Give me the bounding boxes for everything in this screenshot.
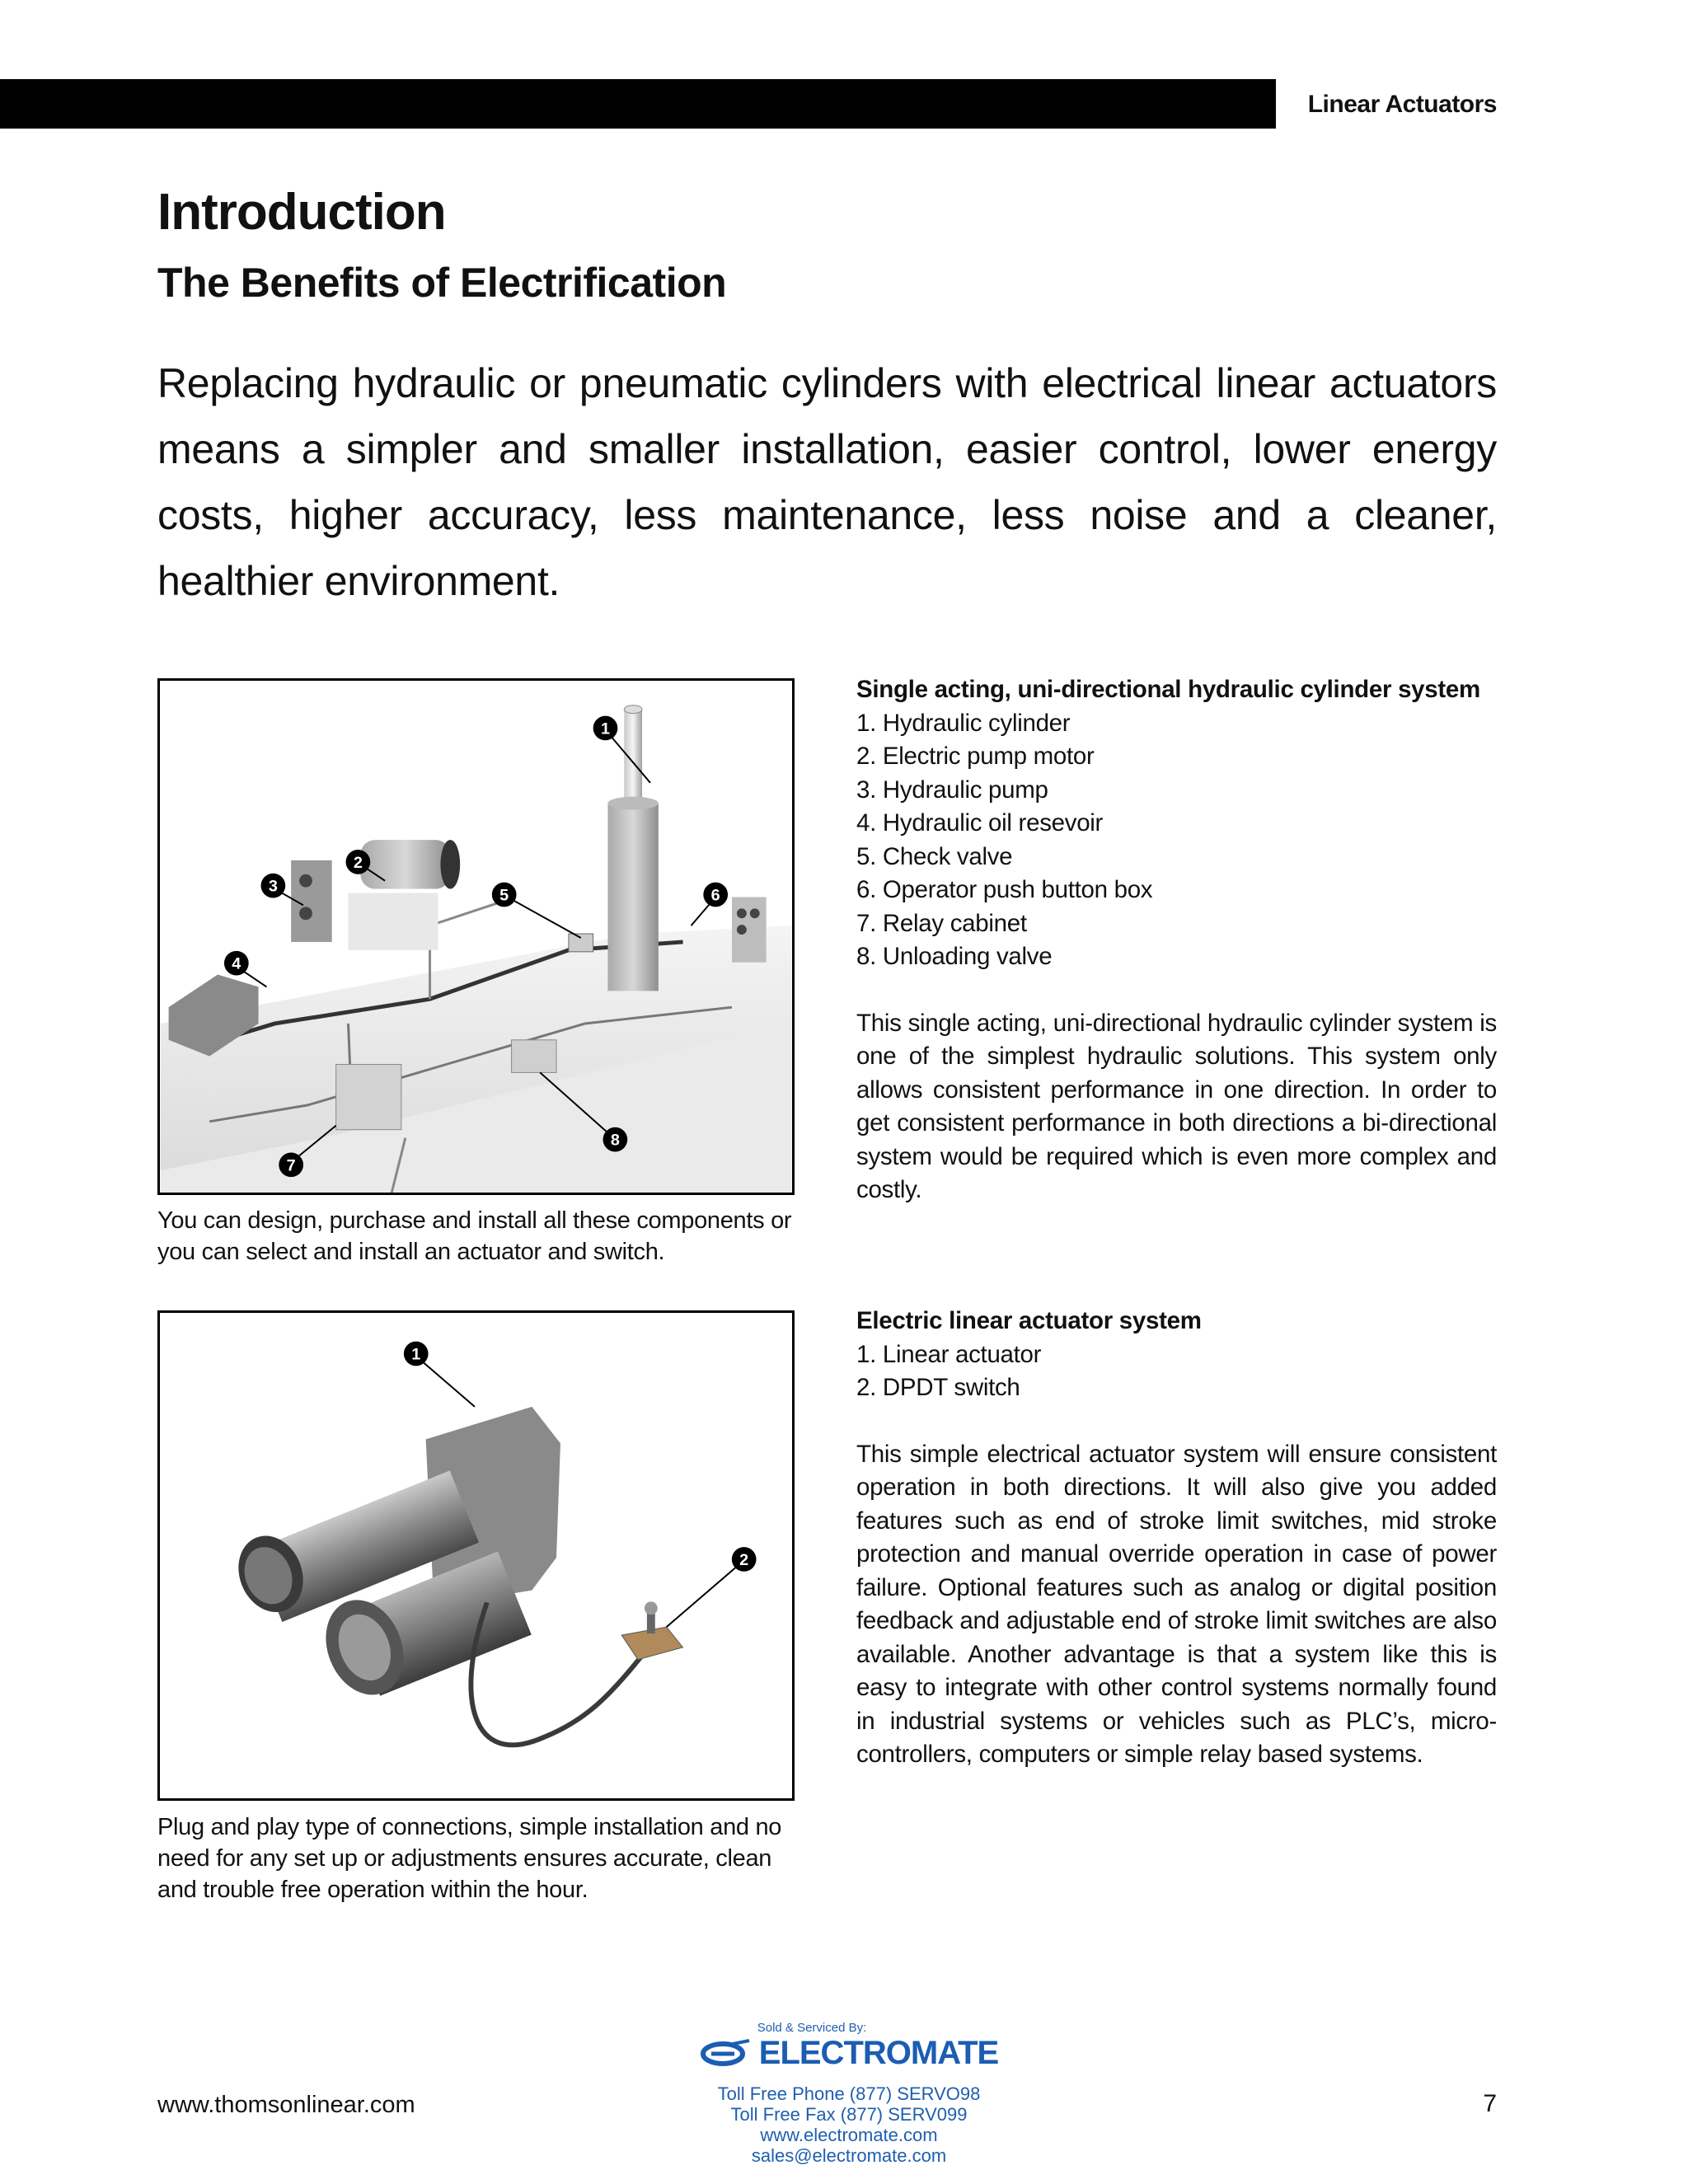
electromate-logo <box>684 2035 1014 2072</box>
callout-8-icon <box>603 1127 628 1152</box>
electric-body-text: This simple electrical actuator system will ensure consistent operation in both directions. It will also give you added features such as end of stroke limit switches, mid stroke protection and manual override operation in case of power failure. Optional features such as analog or digital position feedback and adjustable end of stroke limit switches are also available. Another advantage is that a system like this is easy to integrate with other control systems normally found in industrial systems or vehicles such as PLC’s, micro-controllers, computers or simple relay based systems. <box>856 1440 1497 1768</box>
callout-3-icon <box>261 874 286 898</box>
hydraulic-figure-caption: You can design, purchase and install all these components or you can select and install an actuator and switch. <box>157 1207 792 1265</box>
callout-5-icon <box>492 883 517 907</box>
electric-actuator-illustration <box>160 1313 792 1798</box>
hydraulic-description <box>856 673 1497 1207</box>
list-item: 1. Hydraulic cylinder <box>856 709 1071 737</box>
page-subtitle: The Benefits of Electrification <box>157 260 727 306</box>
sold-by-label: Sold & Serviced By: <box>757 2021 867 2035</box>
hydraulic-section-title: Single acting, uni-directional hydraulic cylinder system <box>856 676 1480 703</box>
callout-1-icon <box>404 1342 429 1366</box>
svg-text:5: 5 <box>499 886 509 905</box>
dealer-website[interactable]: www.electromate.com <box>760 2125 938 2145</box>
dealer-email[interactable]: sales@electromate.com <box>751 2145 947 2166</box>
list-item: 2. DPDT switch <box>856 1374 1020 1401</box>
callout-4-icon <box>224 951 249 976</box>
dealer-block <box>684 2021 1014 2166</box>
dealer-phone: Toll Free Phone (877) SERVO98 <box>717 2083 981 2104</box>
callout-6-icon <box>703 883 728 907</box>
svg-text:4: 4 <box>232 954 241 973</box>
list-item: 7. Relay cabinet <box>856 909 1027 937</box>
header-bar <box>0 79 1276 129</box>
electric-description <box>856 1305 1497 1772</box>
brand-name: ELECTROMATE <box>758 2035 999 2071</box>
hydraulic-body-text: This single acting, uni-directional hydraulic cylinder system is one of the simplest hydraulic solutions. This system only allows consistent performance in one direction. In order to get consistent performance in both directions a bi-directional system would be required which is even more complex and costly. <box>856 1009 1497 1203</box>
callout-2-icon <box>346 850 371 874</box>
electric-figure-caption: Plug and play type of connections, simple installation and no need for any set up or adjustments ensures accurate, clean and trouble free operation within the hour. <box>157 1814 782 1903</box>
hydraulic-components-list <box>856 707 1497 974</box>
list-item: 3. Hydraulic pump <box>856 776 1048 804</box>
svg-text:1: 1 <box>600 719 610 738</box>
electric-components-list <box>856 1338 1497 1405</box>
hydraulic-system-illustration <box>160 681 792 1193</box>
electromate-swoosh-icon <box>700 2039 753 2069</box>
footer-url[interactable]: www.thomsonlinear.com <box>157 2092 415 2118</box>
svg-text:2: 2 <box>353 853 363 872</box>
page-title: Introduction <box>157 184 446 241</box>
section-label: Linear Actuators <box>1307 91 1497 118</box>
callout-2-icon <box>732 1547 757 1572</box>
svg-text:6: 6 <box>710 886 720 905</box>
electric-section-title: Electric linear actuator system <box>856 1307 1202 1334</box>
list-item: 6. Operator push button box <box>856 876 1153 903</box>
svg-text:1: 1 <box>411 1345 421 1364</box>
svg-text:7: 7 <box>286 1156 296 1175</box>
hydraulic-system-figure <box>157 678 795 1195</box>
callout-7-icon <box>279 1152 303 1177</box>
callout-1-icon <box>593 716 618 741</box>
lead-paragraph: Replacing hydraulic or pneumatic cylinders with electrical linear actuators means a simpler and smaller installation, easier control, lower energy costs, higher accuracy, less maintenance, less noise and a cleaner, healthier environment. <box>157 360 1497 604</box>
list-item: 2. Electric pump motor <box>856 743 1095 770</box>
svg-text:2: 2 <box>739 1550 749 1569</box>
list-item: 8. Unloading valve <box>856 943 1053 970</box>
page-number: 7 <box>1483 2090 1497 2117</box>
electric-actuator-figure <box>157 1310 795 1801</box>
svg-text:8: 8 <box>610 1131 620 1150</box>
list-item: 1. Linear actuator <box>856 1340 1042 1368</box>
list-item: 4. Hydraulic oil resevoir <box>856 809 1104 837</box>
dealer-fax: Toll Free Fax (877) SERV099 <box>730 2104 968 2125</box>
svg-text:3: 3 <box>268 877 278 896</box>
list-item: 5. Check valve <box>856 842 1013 870</box>
